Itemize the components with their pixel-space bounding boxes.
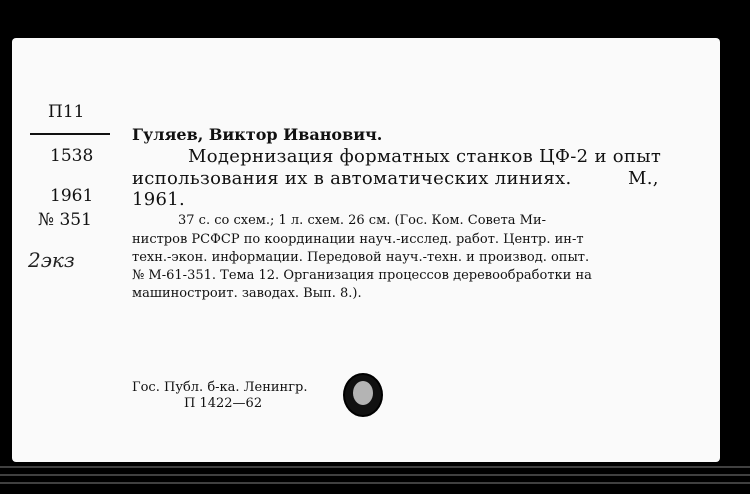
scan-stripe — [0, 474, 750, 476]
title-line-1: Модернизация форматных станков ЦФ-2 и опыт — [188, 146, 662, 167]
publication-place: М., — [628, 168, 659, 189]
description-line-3: техн.-экон. информации. Передовой науч.-техн. и производ. опыт. — [132, 250, 590, 265]
description-line-2: нистров РСФСР по координации науч.-исслед. работ. Центр. ин-т — [132, 232, 584, 247]
year-side: 1961 — [50, 186, 94, 206]
scan-stripe — [0, 482, 750, 484]
description-line-5: машиностроит. заводах. Вып. 8.). — [132, 286, 362, 301]
author-heading: Гуляев, Виктор Иванович. — [132, 125, 383, 144]
call-number-rule — [30, 133, 110, 135]
call-number: П11 — [48, 102, 85, 122]
library-seal-icon — [343, 373, 383, 417]
call-sub: 1538 — [50, 146, 94, 166]
description-line-4: № М-61-351. Тема 12. Организация процессов деревообработки на — [132, 268, 592, 283]
description-line-1: 37 с. со схем.; 1 л. схем. 26 см. (Гос. Ком. Совета Ми- — [178, 213, 547, 228]
scan-stripe — [0, 466, 750, 468]
handwritten-note: 2экз — [28, 248, 75, 272]
publication-year: 1961. — [132, 189, 186, 210]
title-line-2: использования их в автоматических линиях. — [132, 168, 572, 189]
library-stamp-line-2: П 1422—62 — [184, 396, 263, 411]
item-number: № 351 — [38, 210, 92, 230]
library-stamp-line-1: Гос. Публ. б-ка. Ленингр. — [132, 380, 308, 395]
